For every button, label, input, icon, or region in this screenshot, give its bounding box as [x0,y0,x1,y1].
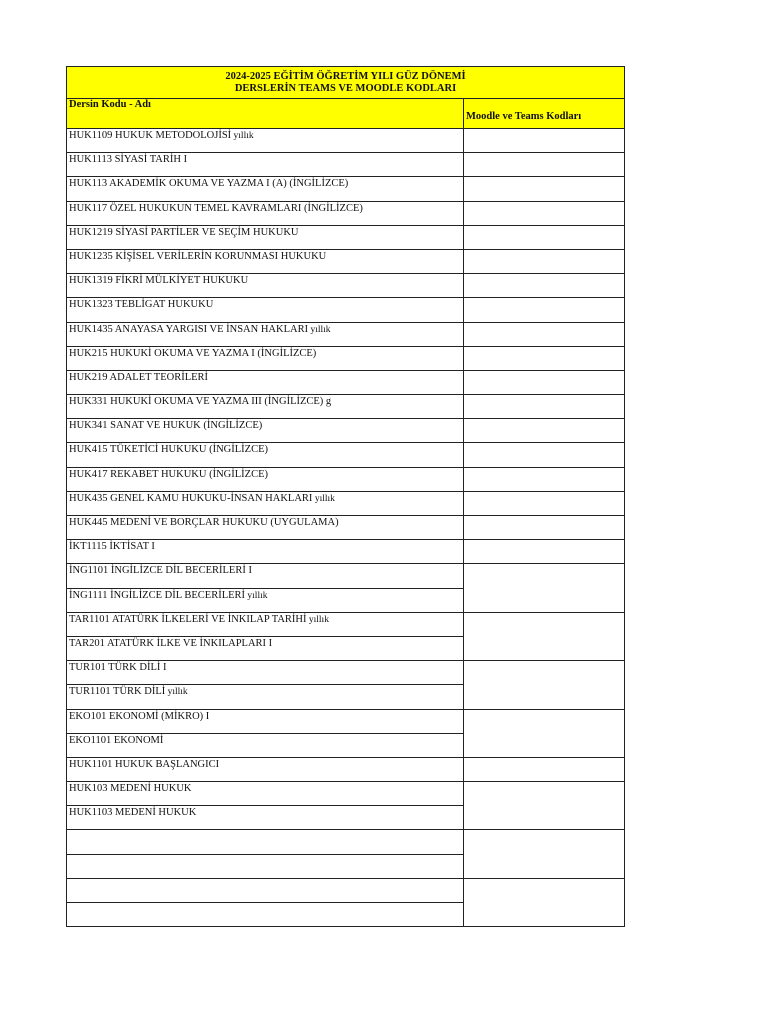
course-name: HUK435 GENEL KAMU HUKUKU-İNSAN HAKLARI [69,492,313,504]
course-name: İNG1101 İNGİLİZCE DİL BECERİLERİ I [69,565,252,577]
course-cell[interactable] [67,782,464,806]
code-cell[interactable] [464,467,625,491]
course-cell[interactable] [67,636,464,660]
code-cell[interactable] [464,516,625,540]
course-name: HUK1101 HUKUK BAŞLANGICI [69,758,220,770]
course-name: HUK215 HUKUKİ OKUMA VE YAZMA I (İNGİLİZCE) [69,347,317,359]
course-name: HUK113 AKADEMİK OKUMA VE YAZMA I (A) (İNGİLİZCE) [69,178,349,190]
course-name: HUK417 REKABET HUKUKU (İNGİLİZCE) [69,468,268,480]
column-header-codes: Moodle ve Teams Kodları [464,99,625,129]
table-row [67,177,625,201]
table-row [67,346,625,370]
course-name: EKO101 EKONOMİ (MİKRO) I [69,710,210,722]
course-cell[interactable] [67,709,464,733]
course-cell[interactable] [67,129,464,153]
course-note: yıllık [312,493,335,504]
course-cell[interactable] [67,298,464,322]
course-cell[interactable] [67,177,464,201]
table-row [67,830,625,854]
course-cell[interactable] [67,419,464,443]
table-row [67,322,625,346]
course-cell[interactable] [67,443,464,467]
table-row [67,612,625,636]
table-row [67,249,625,273]
table-row [67,491,625,515]
code-cell[interactable] [464,346,625,370]
document-title [67,67,625,99]
table-row [67,274,625,298]
course-name: HUK415 TÜKETİCİ HUKUKU (İNGİLİZCE) [69,444,268,456]
course-name: HUK1103 MEDENİ HUKUK [69,807,197,819]
table-row [67,201,625,225]
course-cell[interactable] [67,588,464,612]
course-name: HUK331 HUKUKİ OKUMA VE YAZMA III (İNGİLİZCE) g [69,396,332,408]
table-row [67,782,625,806]
code-cell[interactable] [464,709,625,757]
course-name: HUK1235 KİŞİSEL VERİLERİN KORUNMASI HUKUKU [69,250,327,262]
course-name: HUK1323 TEBLİGAT HUKUKU [69,299,214,311]
table-row [67,370,625,394]
code-cell[interactable] [464,298,625,322]
course-cell[interactable] [67,685,464,709]
course-name: HUK445 MEDENİ VE BORÇLAR HUKUKU (UYGULAMA) [69,517,339,528]
course-cell[interactable] [67,395,464,419]
course-name: HUK1319 FİKRİ MÜLKİYET HUKUKU [69,275,249,287]
course-name: HUK1109 HUKUK METODOLOJİSİ [69,130,232,141]
code-cell[interactable] [464,201,625,225]
table-row [67,564,625,588]
table-row [67,395,625,419]
code-cell[interactable] [464,177,625,201]
title-line-1: 2024-2025 EĞİTİM ÖĞRETİM YILI GÜZ DÖNEMİ [225,71,466,82]
course-name: TUR101 TÜRK DİLİ I [69,662,167,674]
course-name: HUK103 MEDENİ HUKUK [69,783,192,795]
course-cell[interactable] [67,516,464,540]
course-name: TAR201 ATATÜRK İLKE VE İNKILAPLARI I [69,637,273,649]
code-cell[interactable] [464,612,625,660]
course-cell[interactable] [67,757,464,781]
course-cell[interactable] [67,153,464,177]
course-cell[interactable] [67,370,464,394]
table-row [67,540,625,564]
course-name: HUK1435 ANAYASA YARGISI VE İNSAN HAKLARI [69,323,309,335]
title-line-2: DERSLERİN TEAMS VE MOODLE KODLARI [234,83,457,94]
column-header-course: Dersin Kodu - Adı [67,99,464,129]
course-name: HUK117 ÖZEL HUKUKUN TEMEL KAVRAMLARI (İNGİLİZCE) [69,202,363,214]
code-cell[interactable] [464,782,625,830]
course-name: EKO1101 EKONOMİ [69,734,164,746]
course-note: yıllık [308,324,331,335]
course-name: TUR1101 TÜRK DİLİ [69,686,166,698]
code-cell[interactable] [464,878,625,926]
code-cell[interactable] [464,540,625,564]
course-cell[interactable] [67,274,464,298]
title-row [67,67,625,99]
course-note: yıllık [165,687,188,698]
course-cell[interactable] [67,830,464,854]
table-row [67,467,625,491]
code-cell[interactable] [464,419,625,443]
course-name: HUK1219 SİYASİ PARTİLER VE SEÇİM HUKUKU [69,226,299,238]
code-cell[interactable] [464,370,625,394]
table-row [67,516,625,540]
table-row [67,153,625,177]
code-cell[interactable] [464,395,625,419]
course-cell[interactable] [67,854,464,878]
course-cell[interactable] [67,201,464,225]
course-cell[interactable] [67,733,464,757]
table-row [67,878,625,902]
course-codes-table [66,66,625,927]
code-cell[interactable] [464,274,625,298]
code-cell[interactable] [464,564,625,612]
course-cell[interactable] [67,249,464,273]
code-cell[interactable] [464,491,625,515]
course-cell[interactable] [67,564,464,588]
table-row [67,298,625,322]
course-note: yıllık [231,131,254,141]
course-name: İNG1111 İNGİLİZCE DİL BECERİLERİ [69,589,246,601]
course-note: yıllık [306,614,329,625]
table-row [67,225,625,249]
code-cell[interactable] [464,661,625,709]
code-cell[interactable] [464,322,625,346]
code-cell[interactable] [464,225,625,249]
course-cell[interactable] [67,225,464,249]
course-cell[interactable] [67,612,464,636]
course-name: HUK1113 SİYASİ TARİH I [69,154,188,166]
code-cell[interactable] [464,129,625,153]
course-name: TAR1101 ATATÜRK İLKELERİ VE İNKILAP TARİHİ [69,613,307,625]
course-name: HUK341 SANAT VE HUKUK (İNGİLİZCE) [69,420,263,432]
course-cell[interactable] [67,540,464,564]
course-name: İKT1115 İKTİSAT I [69,541,155,553]
table-row [67,661,625,685]
code-cell[interactable] [464,757,625,781]
course-cell[interactable] [67,903,464,927]
course-name: HUK219 ADALET TEORİLERİ [69,371,209,383]
course-cell[interactable] [67,322,464,346]
code-cell[interactable] [464,249,625,273]
table-row [67,129,625,153]
table-row [67,709,625,733]
table-row [67,419,625,443]
code-cell[interactable] [464,443,625,467]
table-row [67,443,625,467]
course-cell[interactable] [67,878,464,902]
table-row [67,757,625,781]
course-cell[interactable] [67,467,464,491]
course-cell[interactable] [67,806,464,830]
course-cell[interactable] [67,346,464,370]
course-cell[interactable] [67,491,464,515]
code-cell[interactable] [464,830,625,878]
code-cell[interactable] [464,153,625,177]
course-note: yıllık [245,590,268,601]
header-row [67,99,625,129]
course-cell[interactable] [67,661,464,685]
